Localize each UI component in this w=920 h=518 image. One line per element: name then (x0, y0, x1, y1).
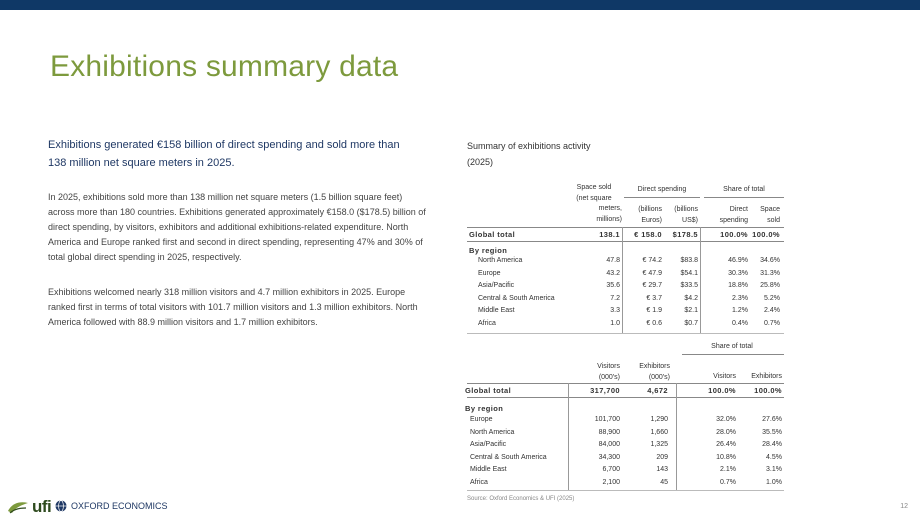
table-row-visitors-share: 0.7% (720, 479, 736, 486)
table-row-region: Asia/Pacific (478, 282, 515, 290)
column-divider (676, 383, 677, 491)
table-row-eur: € 1.9 (646, 307, 662, 315)
column-divider (568, 383, 569, 491)
table-row-visitors: 84,000 (598, 441, 620, 449)
globe-icon (55, 500, 67, 512)
global-exhibitors: 4,672 (647, 386, 668, 395)
ufi-logo-text: ufi (32, 497, 52, 516)
table-row-space: 43.2 (606, 269, 620, 277)
table-title-line1: Summary of exhibitions activity (467, 141, 591, 151)
header-exhibitors-share: Exhibitors (751, 373, 782, 380)
table-row-usd: $83.8 (680, 257, 698, 264)
header-underline (682, 354, 784, 355)
table-row-ds-share: 1.2% (732, 307, 748, 315)
table-row-eur: € 3.7 (646, 294, 662, 302)
table-row-ss-share: 2.4% (764, 307, 780, 315)
table-row-usd: $0.7 (684, 320, 698, 327)
table-row-ds-share: 46.9% (728, 257, 748, 264)
header-exhibitors: Exhibitors (000's) (639, 363, 670, 381)
table-row-visitors-share: 32.0% (716, 416, 736, 423)
table-row-usd: $4.2 (684, 294, 698, 302)
table-row-ss-share: 31.3% (760, 269, 780, 277)
header-direct-spending: Direct spending (637, 186, 687, 193)
global-visitors: 317,700 (590, 386, 620, 395)
table-row-exhibitors-share: 4.5% (766, 453, 782, 461)
table-row-exhibitors: 143 (656, 466, 668, 474)
ufi-leaf-icon (6, 499, 30, 515)
table-row-ds-share: 2.3% (732, 294, 748, 302)
table-bottom-rule (467, 490, 784, 491)
table-row-usd: $54.1 (680, 269, 698, 277)
global-total-label: Global total (469, 230, 516, 239)
table-row-space: 7.2 (610, 294, 620, 302)
table-row-visitors: 2,100 (602, 479, 620, 486)
global-total-label-2: Global total (465, 386, 512, 395)
header-bottom-rule (467, 383, 784, 384)
page-number: 12 (900, 503, 908, 510)
header-space-sold: Space sold (net square meters, millions) (576, 184, 622, 223)
global-bottom-rule (467, 397, 784, 398)
header-share-of-total: Share of total (723, 186, 765, 193)
source-note: Source: Oxford Economics & UFI (2025) (467, 496, 575, 502)
body-paragraph-2: Exhibitions welcomed nearly 318 million visitors and 4.7 million exhibitors in 2025. Europe ranked first in terms of total visitors with 101.7 million visitors and 1.3 million exhibitors. North America followed with 88.9 million visitors and 1.7 million exhibitors. (48, 287, 418, 327)
table-row-ds-share: 0.4% (732, 320, 748, 327)
global-visitors-share: 100.0% (708, 386, 736, 395)
header-share-of-total-2: Share of total (711, 343, 753, 350)
table-row-region: Asia/Pacific (470, 441, 507, 449)
table-row-region: Europe (478, 269, 501, 277)
table-row-visitors: 6,700 (602, 466, 620, 474)
header-billions-euros: (billions Euros) (638, 206, 662, 224)
table-row-ss-share: 25.8% (760, 282, 780, 290)
table-row-space: 47.8 (606, 257, 620, 264)
table-row-region: Central & South America (470, 453, 547, 461)
header-visitors: Visitors (000's) (597, 363, 620, 381)
by-region-label: By region (469, 246, 508, 255)
header-space-sold-share: Space sold (760, 206, 780, 224)
table-row-ss-share: 34.6% (760, 257, 780, 264)
table-row-exhibitors-share: 27.6% (762, 416, 782, 423)
table-row-usd: $33.5 (680, 282, 698, 290)
table-row-region: Central & South America (478, 294, 555, 302)
table-row-region: Africa (470, 479, 488, 486)
table-row-eur: € 29.7 (642, 282, 662, 290)
table-row-region: Europe (470, 416, 493, 423)
table-row-exhibitors: 209 (656, 453, 668, 461)
body-paragraph-1: In 2025, exhibitions sold more than 138 million net square meters (1.5 billion square feet) across more than 180 countries. Exhibitions generated approximately €158.0 ($178.5) billion of direct spending, by visitors, exhibitors and additional exhibitions-related expenditure. North America and Europe ranked first and second in direct spending, representing 47% and 30% of total global direct spending in 2025, respectively. (48, 192, 426, 262)
table-row-visitors: 34,300 (598, 453, 620, 461)
table-row-visitors-share: 28.0% (716, 428, 736, 436)
oxford-economics-logo (55, 500, 168, 512)
by-region-label-2: By region (465, 404, 504, 413)
header-billions-usd: (billions US$) (674, 206, 698, 224)
table-row-visitors-share: 26.4% (716, 441, 736, 449)
table-row-exhibitors-share: 3.1% (766, 466, 782, 474)
table-row-ds-share: 30.3% (728, 269, 748, 277)
table-row-ss-share: 5.2% (764, 294, 780, 302)
header-direct-spending-share: Direct spending (719, 206, 748, 224)
table-row-usd: $2.1 (684, 307, 698, 315)
ufi-logo (6, 497, 51, 517)
global-space: 138.1 (599, 230, 620, 239)
page-title: Exhibitions summary data (50, 50, 399, 83)
table-row-region: North America (470, 428, 515, 436)
table-row-visitors: 101,700 (594, 416, 620, 423)
table-row-exhibitors: 1,290 (650, 416, 668, 423)
table-row-exhibitors-share: 35.5% (762, 428, 782, 436)
table-row-space: 3.3 (610, 307, 620, 315)
table-title-line2: (2025) (467, 157, 494, 167)
table-row-exhibitors-share: 28.4% (762, 441, 782, 449)
table-row-ss-share: 0.7% (764, 320, 780, 327)
global-eur: € 158.0 (634, 230, 662, 239)
table-row-region: Africa (478, 320, 496, 327)
table-row-region: Middle East (478, 307, 515, 315)
table-row-eur: € 47.9 (642, 269, 662, 277)
lead-paragraph: Exhibitions generated €158 billion of direct spending and sold more than 138 million net square meters in 2025. (48, 139, 400, 169)
oxford-logo-text: OXFORD ECONOMICS (71, 501, 168, 511)
table-row-space: 1.0 (610, 320, 620, 327)
global-exhibitors-share: 100.0% (754, 386, 782, 395)
table-row-visitors: 88,900 (598, 428, 620, 436)
table-row-exhibitors: 1,325 (650, 441, 668, 449)
table-row-eur: € 74.2 (642, 257, 662, 264)
global-ds-share: 100.0% (720, 230, 748, 239)
table-row-region: North America (478, 257, 523, 264)
table-row-visitors-share: 2.1% (720, 466, 736, 474)
table-row-visitors-share: 10.8% (716, 453, 736, 461)
table-row-space: 35.6 (606, 282, 620, 290)
table-row-exhibitors: 45 (660, 479, 668, 486)
header-visitors-share: Visitors (713, 373, 736, 380)
table-row-eur: € 0.6 (646, 320, 662, 327)
table-row-exhibitors-share: 1.0% (766, 479, 782, 486)
table-row-ds-share: 18.8% (728, 282, 748, 290)
table-row-region: Middle East (470, 466, 507, 474)
global-ss-share: 100.0% (752, 230, 780, 239)
table-row-exhibitors: 1,660 (650, 428, 668, 436)
global-usd: $178.5 (672, 230, 698, 239)
